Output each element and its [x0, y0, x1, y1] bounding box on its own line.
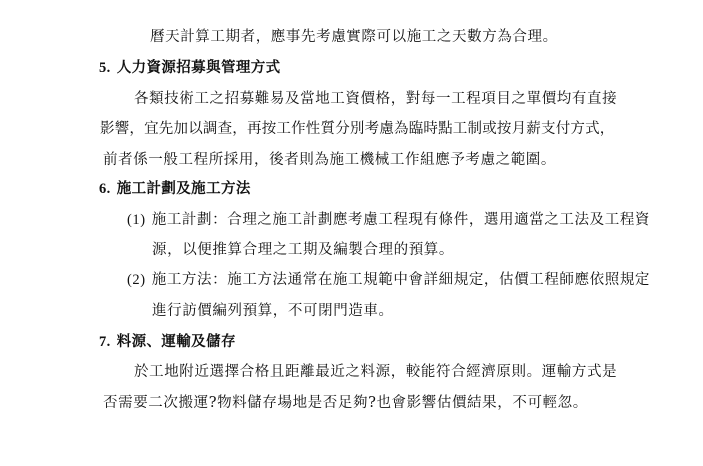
section-5-number: 5.	[99, 60, 111, 76]
section-5-line-3: 前者係一般工程所採用，後者則為施工機械工作組應予考慮之範圍。	[103, 152, 556, 168]
section-5-line-1: 各類技術工之招募難易及當地工資價格，對每一工程項目之單價均有直接	[134, 91, 618, 107]
section-6-item-2-line-2: 進行訪價編列預算，不可閉門造車。	[152, 303, 394, 319]
section-7-line-1: 於工地附近選擇合格且距離最近之料源，較能符合經濟原則。運輸方式是	[134, 364, 618, 380]
intro-line: 曆天計算工期者，應事先考慮實際可以施工之天數方為合理。	[150, 29, 558, 45]
section-7-heading	[99, 332, 236, 352]
section-6-title: 施工計劃及施工方法	[116, 180, 251, 197]
section-6-item-1-line-1	[127, 210, 650, 230]
section-7-number: 7.	[99, 334, 111, 350]
section-6-item-2-number: (2)	[127, 272, 146, 288]
section-6-item-2-text-1: 施工方法：施工方法通常在施工規範中會詳細規定，估價工程師應依照規定	[151, 272, 651, 288]
section-6-heading	[99, 179, 251, 199]
section-6-item-1-line-2: 源，以便推算合理之工期及編製合理的預算。	[152, 242, 454, 258]
section-5-line-2: 影響，宜先加以調查，再按工作性質分別考慮為臨時點工制或按月薪支付方式，	[100, 121, 615, 137]
section-5-title: 人力資源招募與管理方式	[116, 59, 281, 76]
section-6-item-1-text-1: 施工計劃：合理之施工計劃應考慮工程現有條件，選用適當之工法及工程資	[151, 212, 651, 228]
section-6-item-1-number: (1)	[127, 212, 146, 228]
section-7-line-2: 否需要二次搬運?物料儲存場地是否足夠?也會影響估價結果，不可輕忽。	[103, 395, 588, 411]
section-7-title: 料源、運輸及儲存	[116, 333, 236, 350]
section-6-item-2-line-1	[127, 270, 650, 290]
section-6-number: 6.	[99, 181, 111, 197]
section-5-heading	[99, 58, 281, 78]
